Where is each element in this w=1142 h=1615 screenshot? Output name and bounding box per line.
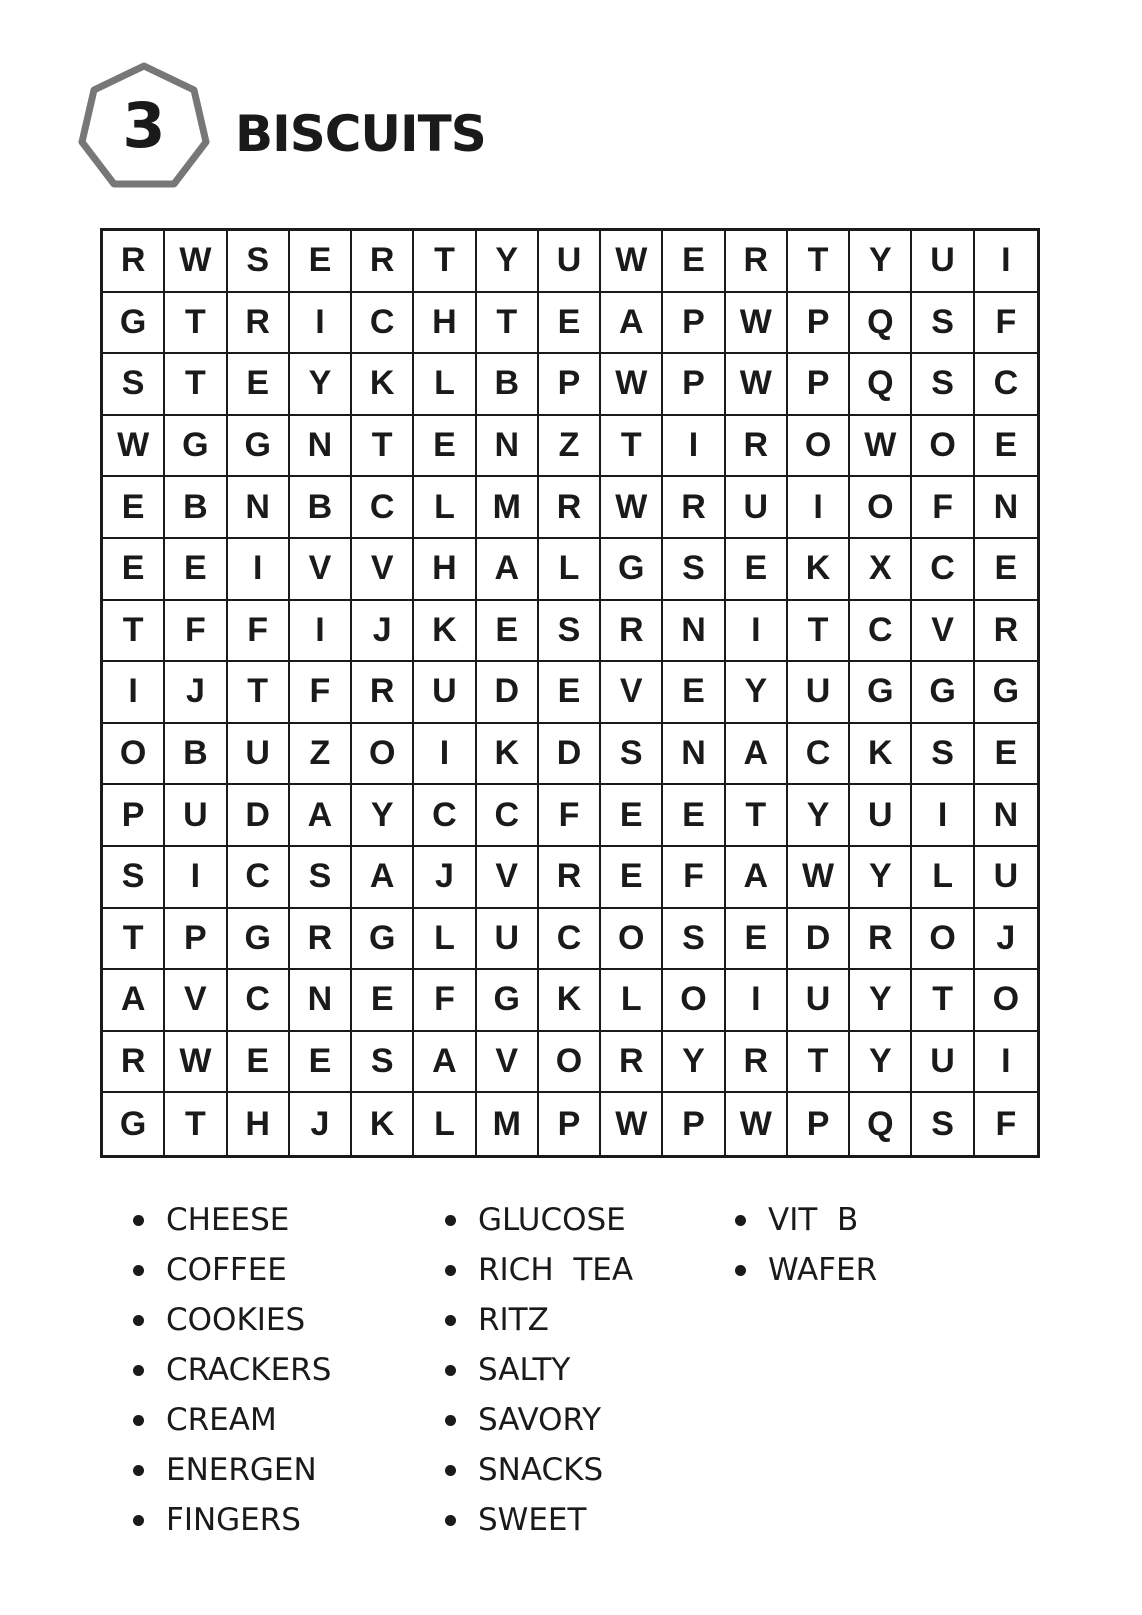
grid-cell[interactable]: S [103, 847, 165, 909]
grid-cell[interactable]: E [165, 539, 227, 601]
word-list-item [133, 1445, 331, 1495]
grid-cell[interactable]: T [601, 416, 663, 478]
grid-cell[interactable]: M [477, 1093, 539, 1155]
grid-cell[interactable]: N [663, 601, 725, 663]
grid-cell[interactable]: S [912, 1093, 974, 1155]
grid-cell[interactable]: K [850, 724, 912, 786]
grid-cell[interactable]: W [850, 416, 912, 478]
grid-cell[interactable]: V [912, 601, 974, 663]
grid-cell[interactable]: R [103, 1032, 165, 1094]
grid-cell[interactable]: O [975, 970, 1037, 1032]
grid-cell[interactable]: E [539, 293, 601, 355]
grid-cell[interactable]: F [228, 601, 290, 663]
word-label: COFFEE [166, 1252, 287, 1288]
bullet-icon [735, 1215, 746, 1226]
grid-cell[interactable]: U [228, 724, 290, 786]
grid-cell[interactable]: P [165, 909, 227, 971]
grid-cell[interactable]: I [726, 601, 788, 663]
grid-cell[interactable]: A [477, 539, 539, 601]
grid-cell[interactable]: F [995, 1104, 1017, 1143]
grid-cell[interactable]: W [726, 1093, 788, 1155]
grid-cell[interactable]: N [477, 416, 539, 478]
bullet-icon [133, 1265, 144, 1276]
grid-cell[interactable]: B [165, 477, 227, 539]
grid-cell[interactable]: F [663, 847, 725, 909]
grid-cell[interactable]: F [165, 601, 227, 663]
grid-cell[interactable]: G [975, 662, 1037, 724]
grid-cell[interactable]: U [788, 970, 850, 1032]
grid-cell[interactable]: L [601, 970, 663, 1032]
grid-cell[interactable]: E [975, 724, 1037, 786]
grid-cell[interactable]: D [477, 662, 539, 724]
grid-cell[interactable]: O [788, 416, 850, 478]
grid-cell[interactable]: U [850, 785, 912, 847]
grid-cell[interactable]: F [414, 970, 476, 1032]
grid-cell[interactable]: N [290, 416, 352, 478]
grid-cell[interactable]: I [975, 1032, 1037, 1094]
grid-cell[interactable]: E [975, 539, 1037, 601]
grid-cell[interactable]: W [601, 477, 663, 539]
grid-cell[interactable]: A [414, 1032, 476, 1094]
grid-cell[interactable]: E [601, 847, 663, 909]
grid-cell[interactable]: L [539, 539, 601, 601]
grid-cell[interactable]: C [228, 970, 290, 1032]
grid-cell[interactable]: G [477, 970, 539, 1032]
grid-cell[interactable]: L [414, 477, 476, 539]
grid-cell[interactable]: F [912, 477, 974, 539]
grid-cell[interactable]: X [850, 539, 912, 601]
grid-cell[interactable]: C [975, 354, 1037, 416]
grid-cell[interactable]: O [912, 416, 974, 478]
word-label: SNACKS [478, 1452, 604, 1488]
puzzle-title: BISCUITS [235, 105, 486, 163]
bullet-icon [445, 1465, 456, 1476]
grid-cell[interactable]: T [228, 662, 290, 724]
grid-cell[interactable]: E [414, 416, 476, 478]
grid-cell[interactable]: T [477, 293, 539, 355]
grid-cell[interactable]: E [539, 662, 601, 724]
grid-cell[interactable]: U [726, 477, 788, 539]
grid-cell[interactable]: G [103, 1093, 165, 1155]
grid-cell[interactable]: G [228, 909, 290, 971]
grid-cell[interactable]: C [788, 724, 850, 786]
grid-cell[interactable]: G [165, 416, 227, 478]
grid-cell[interactable]: J [352, 601, 414, 663]
word-list-item [133, 1495, 331, 1545]
grid-cell[interactable]: Y [663, 1032, 725, 1094]
grid-cell[interactable]: S [912, 293, 974, 355]
grid-cell[interactable]: O [663, 970, 725, 1032]
puzzle-number-badge [78, 60, 210, 192]
grid-cell[interactable]: G [912, 662, 974, 724]
grid-cell[interactable]: H [414, 293, 476, 355]
word-list-item [445, 1345, 633, 1395]
grid-cell[interactable]: V [477, 847, 539, 909]
grid-cell[interactable]: K [788, 539, 850, 601]
grid-cell[interactable]: E [663, 662, 725, 724]
grid-cell[interactable]: N [663, 724, 725, 786]
grid-cell[interactable]: V [290, 539, 352, 601]
grid-cell[interactable]: N [975, 477, 1037, 539]
grid-cell[interactable]: G [352, 909, 414, 971]
grid-cell[interactable]: P [663, 1093, 725, 1155]
grid-cell[interactable]: E [477, 601, 539, 663]
grid-cell[interactable]: E [290, 1032, 352, 1094]
word-label: CREAM [166, 1402, 277, 1438]
grid-cell[interactable]: K [539, 970, 601, 1032]
grid-cell[interactable]: C [414, 785, 476, 847]
grid-cell[interactable]: E [103, 539, 165, 601]
grid-cell[interactable]: W [726, 293, 788, 355]
grid-cell[interactable]: U [788, 662, 850, 724]
bullet-icon [735, 1265, 746, 1276]
grid-cell[interactable]: L [414, 1093, 476, 1155]
grid-cell[interactable]: S [601, 724, 663, 786]
grid-cell[interactable]: U [539, 231, 601, 293]
grid-cell[interactable]: T [165, 1093, 227, 1155]
grid-cell[interactable]: D [228, 785, 290, 847]
grid-cell[interactable]: T [788, 1032, 850, 1094]
grid-cell[interactable]: I [165, 847, 227, 909]
grid-cell[interactable]: I [290, 601, 352, 663]
grid-cell[interactable]: O [539, 1032, 601, 1094]
word-label: SALTY [478, 1352, 571, 1388]
grid-cell[interactable]: Y [290, 354, 352, 416]
grid-cell[interactable]: Y [850, 970, 912, 1032]
word-list-column-2 [445, 1195, 633, 1545]
grid-cell[interactable]: P [788, 1093, 850, 1155]
word-list-item [133, 1195, 331, 1245]
grid-cell[interactable]: N [228, 477, 290, 539]
word-list-item [735, 1245, 877, 1295]
word-list-item [445, 1245, 633, 1295]
grid-cell[interactable]: U [477, 909, 539, 971]
grid-cell[interactable]: A [103, 970, 165, 1032]
grid-cell[interactable]: L [414, 909, 476, 971]
grid-cell[interactable]: U [912, 231, 974, 293]
grid-cell[interactable]: I [912, 785, 974, 847]
grid-cell[interactable]: D [788, 909, 850, 971]
grid-cell[interactable]: B [290, 477, 352, 539]
grid-cell[interactable]: E [663, 785, 725, 847]
grid-cell[interactable]: M [477, 477, 539, 539]
grid-cell[interactable]: S [228, 231, 290, 293]
grid-cell[interactable]: S [352, 1032, 414, 1094]
word-label: SWEET [478, 1502, 587, 1538]
grid-cell[interactable]: O [601, 909, 663, 971]
grid-cell[interactable]: A [290, 785, 352, 847]
grid-cell[interactable]: C [352, 477, 414, 539]
grid-cell[interactable]: P [663, 354, 725, 416]
grid-cell[interactable]: C [912, 539, 974, 601]
word-search-grid [100, 228, 1040, 1158]
word-list-item [445, 1445, 633, 1495]
grid-cell[interactable]: R [975, 601, 1037, 663]
grid-cell[interactable]: R [726, 416, 788, 478]
grid-cell[interactable]: S [912, 354, 974, 416]
grid-cell[interactable]: G [850, 662, 912, 724]
bullet-icon [445, 1265, 456, 1276]
grid-cell[interactable]: P [539, 354, 601, 416]
grid-cell[interactable]: T [788, 601, 850, 663]
grid-cell[interactable]: P [788, 354, 850, 416]
word-list-column-1 [133, 1195, 331, 1545]
grid-cell[interactable]: Y [477, 231, 539, 293]
grid-cell[interactable]: L [414, 354, 476, 416]
grid-cell[interactable]: R [103, 231, 165, 293]
grid-cell[interactable]: W [726, 354, 788, 416]
word-label: CHEESE [166, 1202, 290, 1238]
grid-cell[interactable]: B [477, 354, 539, 416]
grid-cell[interactable]: K [352, 354, 414, 416]
bullet-icon [133, 1215, 144, 1226]
bullet-icon [445, 1215, 456, 1226]
grid-cell[interactable]: Y [726, 662, 788, 724]
grid-cell[interactable]: I [726, 970, 788, 1032]
grid-cell[interactable]: Z [290, 724, 352, 786]
bullet-icon [445, 1365, 456, 1376]
grid-cell[interactable]: E [228, 1032, 290, 1094]
grid-cell[interactable]: W [601, 354, 663, 416]
grid-cell[interactable]: L [912, 847, 974, 909]
grid-cell[interactable]: V [601, 662, 663, 724]
grid-cell[interactable]: W [165, 1032, 227, 1094]
word-list-item [133, 1245, 331, 1295]
grid-cell[interactable]: T [103, 601, 165, 663]
bullet-icon [133, 1415, 144, 1426]
grid-cell[interactable]: U [912, 1032, 974, 1094]
grid-cell[interactable]: C [352, 293, 414, 355]
grid-cell[interactable]: E [975, 416, 1037, 478]
grid-cell[interactable]: I [414, 724, 476, 786]
grid-cell[interactable]: A [601, 293, 663, 355]
grid-cell[interactable]: Y [850, 847, 912, 909]
grid-cell[interactable]: Y [788, 785, 850, 847]
word-list-item [445, 1195, 633, 1245]
bullet-icon [445, 1415, 456, 1426]
grid-cell[interactable]: U [975, 847, 1037, 909]
grid-cell[interactable]: Q [850, 293, 912, 355]
grid-cell[interactable]: T [103, 909, 165, 971]
grid-cell[interactable]: T [165, 293, 227, 355]
grid-cell[interactable]: U [414, 662, 476, 724]
grid-cell[interactable]: G [228, 416, 290, 478]
grid-cell[interactable]: T [414, 231, 476, 293]
grid-cell[interactable]: J [165, 662, 227, 724]
bullet-icon [445, 1515, 456, 1526]
word-label: VIT B [768, 1202, 859, 1238]
grid-cell[interactable]: W [601, 231, 663, 293]
grid-cell[interactable]: S [539, 601, 601, 663]
grid-cell[interactable]: G [601, 539, 663, 601]
grid-cell[interactable]: O [352, 724, 414, 786]
grid-cell[interactable]: S [103, 354, 165, 416]
grid-cell[interactable]: T [912, 970, 974, 1032]
grid-cell[interactable]: E [228, 354, 290, 416]
grid-cell[interactable]: R [352, 662, 414, 724]
bullet-icon [133, 1315, 144, 1326]
grid-cell[interactable]: T [352, 416, 414, 478]
grid-cell[interactable]: B [165, 724, 227, 786]
grid-cell[interactable]: J [414, 847, 476, 909]
grid-cell[interactable]: I [788, 477, 850, 539]
grid-cell[interactable]: R [290, 909, 352, 971]
word-label: CRACKERS [166, 1352, 332, 1388]
grid-cell[interactable]: S [663, 539, 725, 601]
grid-cell[interactable]: G [103, 293, 165, 355]
grid-cell[interactable]: A [352, 847, 414, 909]
word-label: RITZ [478, 1302, 549, 1338]
grid-cell[interactable]: A [726, 724, 788, 786]
grid-cell[interactable]: V [477, 1032, 539, 1094]
bullet-icon [133, 1365, 144, 1376]
word-label: FINGERS [166, 1502, 301, 1538]
grid-cell[interactable]: J [290, 1093, 352, 1155]
word-list-item [133, 1345, 331, 1395]
grid-cell[interactable]: R [539, 847, 601, 909]
grid-cell[interactable]: O [850, 477, 912, 539]
grid-cell[interactable]: R [850, 909, 912, 971]
grid-cell[interactable]: W [103, 416, 165, 478]
word-list-item [445, 1395, 633, 1445]
grid-cell[interactable]: E [726, 539, 788, 601]
grid-cell[interactable]: P [788, 293, 850, 355]
grid-cell[interactable]: R [539, 477, 601, 539]
grid-cell[interactable]: R [726, 1032, 788, 1094]
grid-cell[interactable]: C [477, 785, 539, 847]
grid-cell[interactable]: E [290, 231, 352, 293]
grid-cell[interactable]: N [290, 970, 352, 1032]
word-label: WAFER [768, 1252, 878, 1288]
grid-cell[interactable]: U [165, 785, 227, 847]
word-list-column-3 [735, 1195, 877, 1295]
grid-cell[interactable]: E [103, 477, 165, 539]
grid-cell[interactable]: P [103, 785, 165, 847]
word-label: ENERGEN [166, 1452, 317, 1488]
grid-cell[interactable]: O [103, 724, 165, 786]
grid-cell[interactable]: S [663, 909, 725, 971]
grid-cell[interactable]: I [103, 662, 165, 724]
grid-cell[interactable]: I [975, 231, 1037, 293]
grid-cell[interactable]: S [290, 847, 352, 909]
grid-cell[interactable]: E [663, 231, 725, 293]
grid-cell[interactable]: F [539, 785, 601, 847]
grid-cell[interactable]: W [165, 231, 227, 293]
grid-cell[interactable]: H [228, 1093, 290, 1155]
bullet-icon [133, 1465, 144, 1476]
grid-cell[interactable]: R [601, 1032, 663, 1094]
grid-cell[interactable]: T [788, 231, 850, 293]
word-label: GLUCOSE [478, 1202, 626, 1238]
grid-cell[interactable]: C [539, 909, 601, 971]
grid-cell[interactable]: I [290, 293, 352, 355]
word-list-item [735, 1195, 877, 1245]
grid-cell[interactable]: R [228, 293, 290, 355]
grid-cell[interactable]: F [975, 293, 1037, 355]
grid-cell[interactable]: Y [352, 785, 414, 847]
grid-cell[interactable]: H [414, 539, 476, 601]
grid-cell[interactable]: V [165, 970, 227, 1032]
grid-cell[interactable]: W [601, 1093, 663, 1155]
grid-cell[interactable]: Y [850, 1032, 912, 1094]
grid-cell[interactable]: T [726, 785, 788, 847]
grid-cell[interactable]: Q [850, 1093, 912, 1155]
grid-cell[interactable]: Z [539, 416, 601, 478]
grid-cell[interactable]: F [290, 662, 352, 724]
grid-cell[interactable]: E [726, 909, 788, 971]
grid-cell[interactable]: A [726, 847, 788, 909]
word-list-item [445, 1295, 633, 1345]
word-list-item [445, 1495, 633, 1545]
grid-cell[interactable]: R [663, 477, 725, 539]
grid-cell[interactable]: W [788, 847, 850, 909]
grid-cell[interactable]: I [228, 539, 290, 601]
grid-cell[interactable]: Q [850, 354, 912, 416]
grid-cell[interactable]: K [414, 601, 476, 663]
puzzle-number: 3 [122, 89, 166, 162]
bullet-icon [445, 1315, 456, 1326]
grid-cell[interactable]: V [352, 539, 414, 601]
grid-cell[interactable]: K [352, 1093, 414, 1155]
grid-cell[interactable]: I [663, 416, 725, 478]
grid-cell[interactable]: Y [850, 231, 912, 293]
word-label: COOKIES [166, 1302, 306, 1338]
word-list-item [133, 1395, 331, 1445]
grid-cell[interactable]: R [601, 601, 663, 663]
grid-cell[interactable]: C [228, 847, 290, 909]
grid-cell[interactable]: P [539, 1093, 601, 1155]
grid-cell[interactable]: O [912, 909, 974, 971]
grid-cell[interactable]: R [726, 231, 788, 293]
grid-cell[interactable]: E [352, 970, 414, 1032]
bullet-icon [133, 1515, 144, 1526]
grid-cell[interactable]: J [975, 909, 1037, 971]
grid-cell[interactable]: P [663, 293, 725, 355]
grid-cell[interactable]: S [912, 724, 974, 786]
grid-cell[interactable]: K [477, 724, 539, 786]
grid-cell[interactable]: T [165, 354, 227, 416]
grid-cell[interactable]: E [601, 785, 663, 847]
grid-cell[interactable]: R [352, 231, 414, 293]
grid-cell[interactable]: C [850, 601, 912, 663]
grid-cell[interactable]: N [975, 785, 1037, 847]
grid-cell[interactable]: D [539, 724, 601, 786]
word-label: SAVORY [478, 1402, 602, 1438]
word-list-item [133, 1295, 331, 1345]
word-label: RICH TEA [478, 1252, 634, 1288]
